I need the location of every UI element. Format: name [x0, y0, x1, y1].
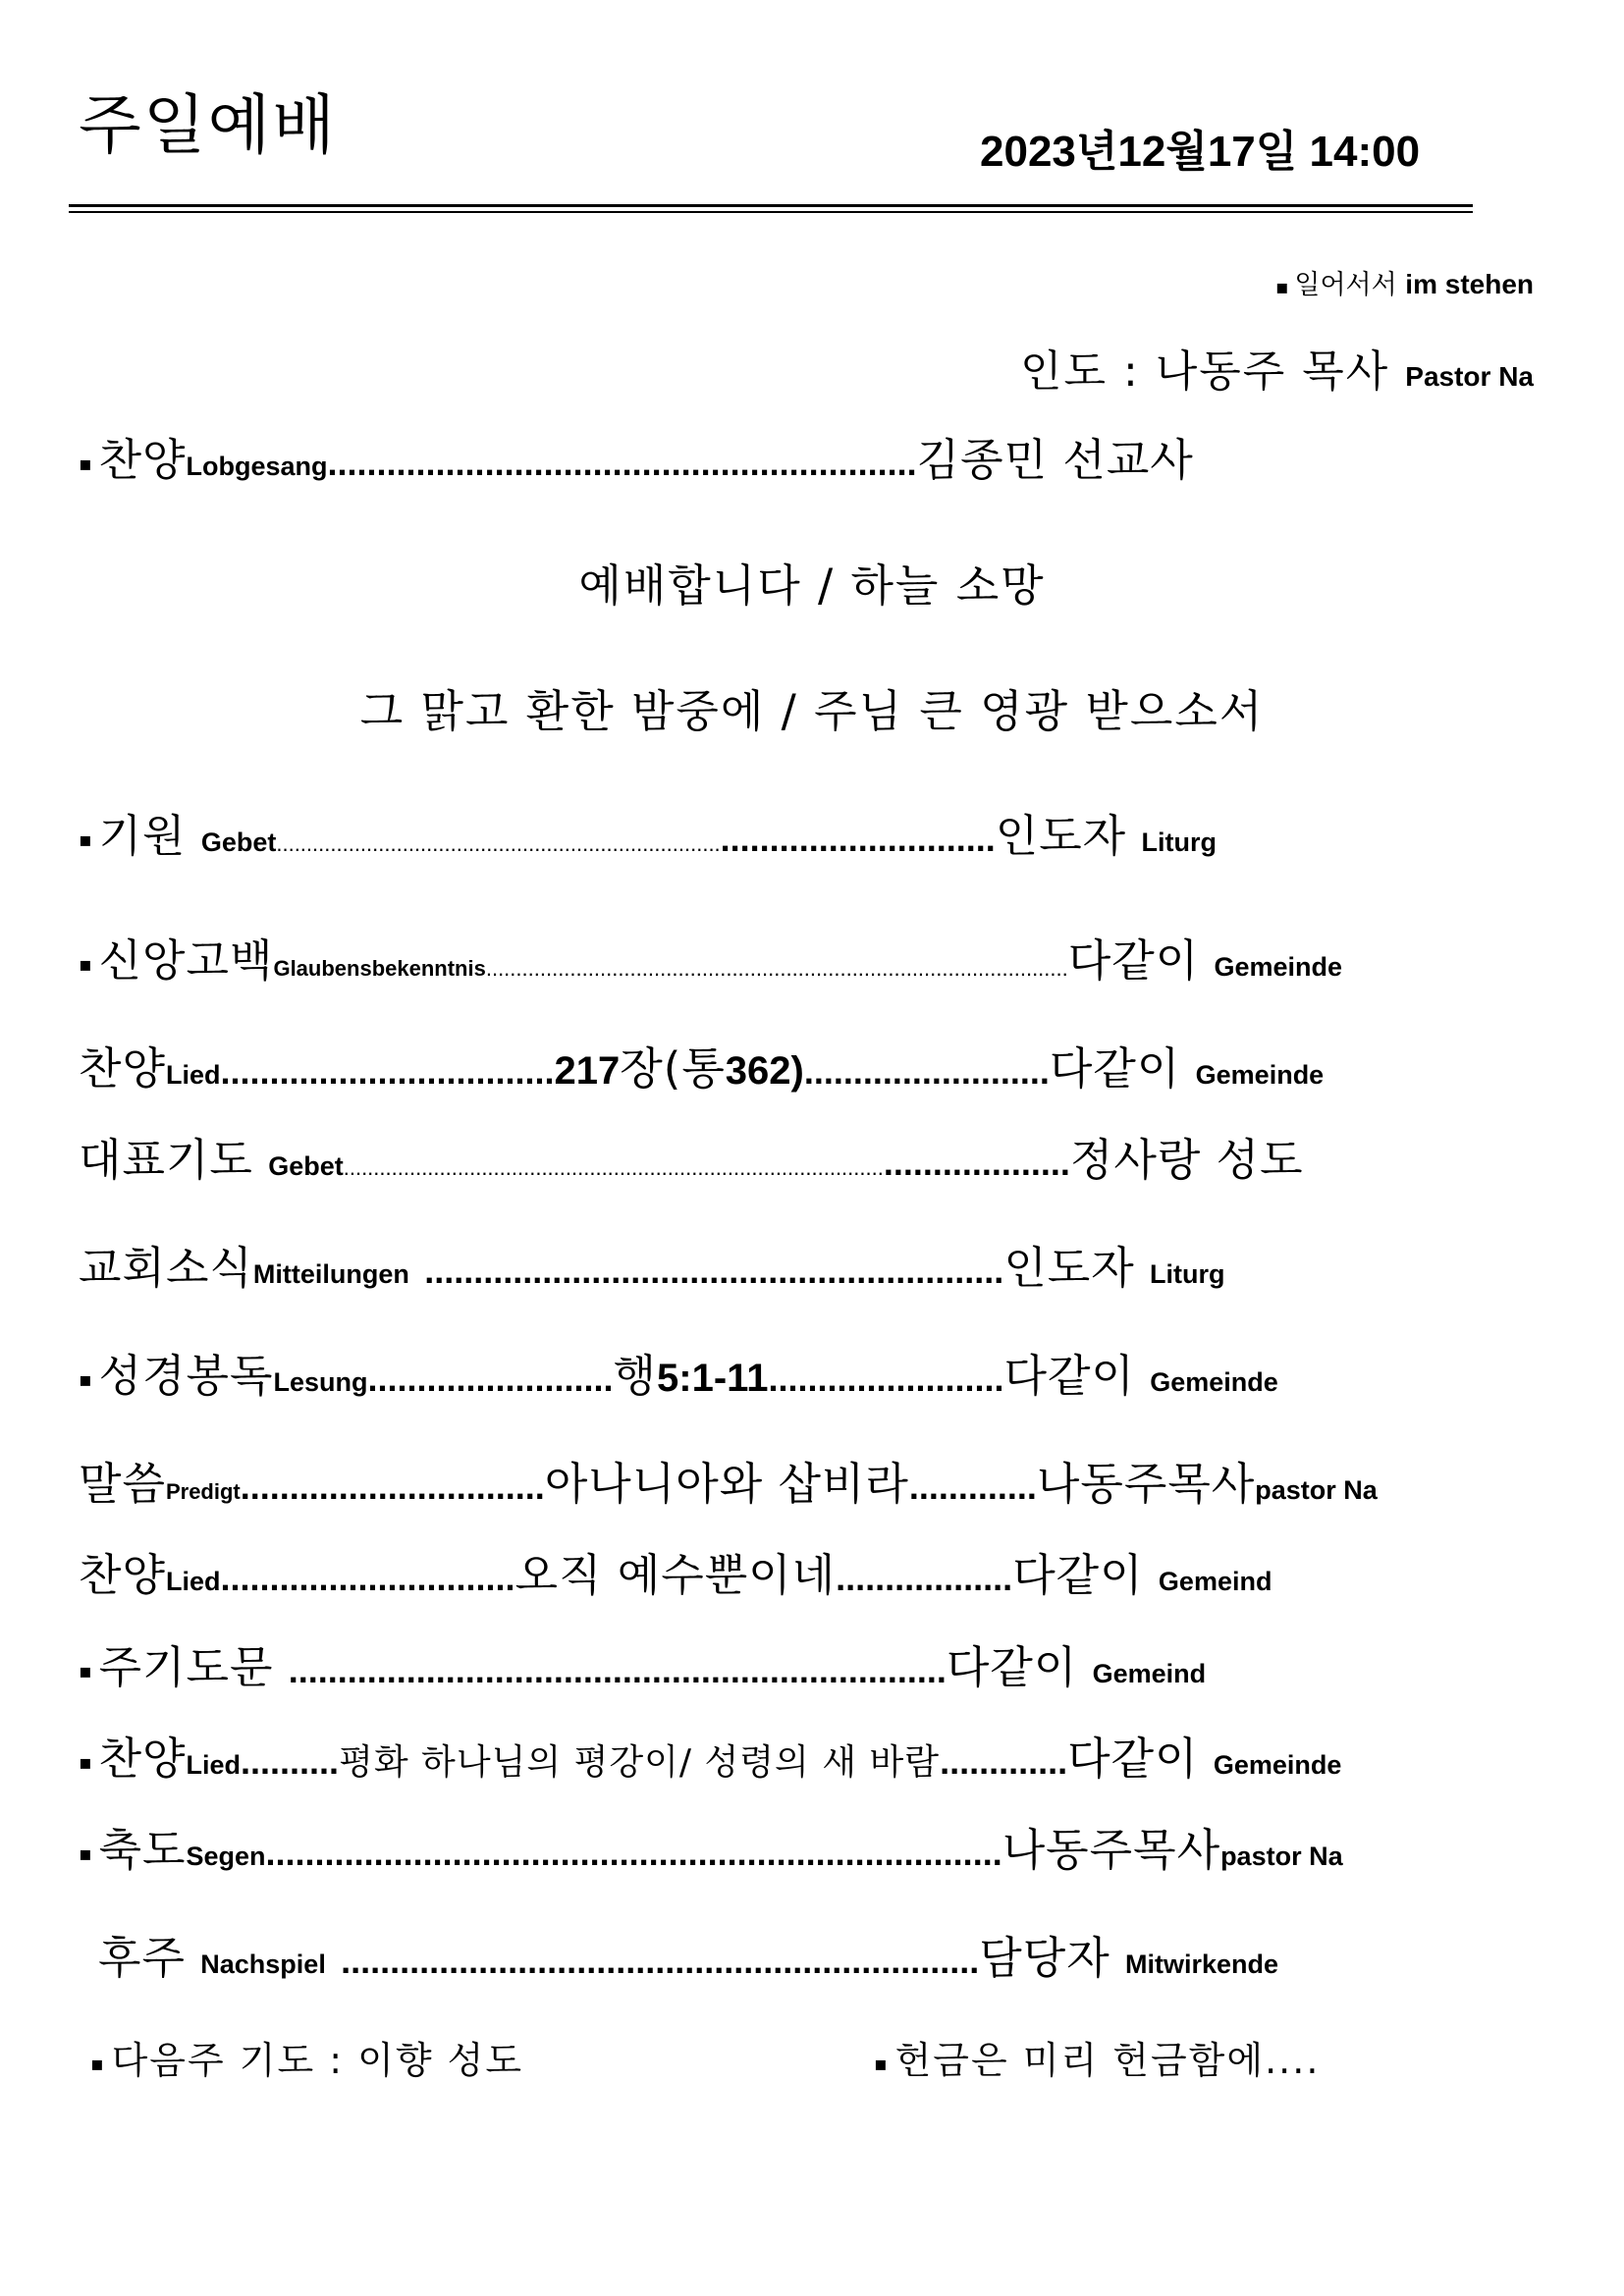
prayer-row: 대표기도 Gebet.............................................................................................................정사랑 성도 [79, 1134, 1304, 1186]
hymn-1-row: 찬양Lied..................................217장(통362).........................다같이 Gemeinde [79, 1042, 1325, 1095]
hymn-2-row: 찬양Lied..............................오직 예수뿐이네..................다같이 Gemeind [79, 1549, 1272, 1601]
benediction-row: ▪ 축도Segen...........................................................................나동주목사pastor Na [79, 1824, 1343, 1876]
bullet-icon: ▪ [79, 1842, 93, 1865]
bullet-icon: ▪ [1274, 274, 1289, 298]
creed-row: ▪ 신앙고백Glaubensbekenntnis.................................................................................................다같이 Gemeinde [79, 934, 1343, 987]
bullet-icon: ▪ [79, 1659, 93, 1682]
news-row: 교회소식Mitteilungen ...........................................................인도자 Liturg [79, 1242, 1225, 1294]
service-date: 2023년12월17일 14:00 [980, 128, 1421, 176]
reading-row: ▪ 성경봉독Lesung.........................행5:1-11........................다같이 Gemeinde [79, 1350, 1278, 1402]
page-title: 주일예배 [79, 87, 338, 163]
lords-prayer-row: ▪ 주기도문 ...................................................................다같이 Gemeind [79, 1641, 1207, 1693]
offering-note: ▪ 헌금은 미리 헌금함에.... [874, 2039, 1321, 2082]
service-leader: 인도 : 나동주 목사 Pastor Na [1019, 347, 1534, 397]
bullet-icon: ▪ [79, 952, 93, 976]
song-line-2: 그 맑고 환한 밤중에 / 주님 큰 영광 받으소서 [359, 685, 1265, 737]
stand-note: ▪ 일어서서 im stehen [1274, 269, 1534, 300]
bullet-icon: ▪ [79, 452, 93, 475]
header-rule-bottom [69, 211, 1473, 213]
opening-hymn-row: ▪ 찬양Lobgesang............................................................김종민 선교사 [79, 434, 1194, 486]
bullet-icon: ▪ [79, 1750, 93, 1774]
bullet-icon: ▪ [79, 1367, 93, 1391]
bullet-icon: ▪ [90, 2051, 106, 2075]
next-prayer-note: ▪ 다음주 기도 : 이향 성도 [90, 2039, 524, 2082]
bullet-icon: ▪ [79, 828, 93, 851]
bullet-icon: ▪ [874, 2051, 890, 2075]
invocation-row: ▪ 기원 Gebet......................................................................................................인도자 Liturg [79, 810, 1217, 862]
postlude-row: 후주 Nachspiel .................................................................담당자 Mitwirkende [98, 1932, 1279, 1984]
song-line-1: 예배합니다 / 하늘 소망 [578, 560, 1046, 612]
sermon-row: 말씀Predigt...............................아나니아와 삽비라.............나동주목사pastor Na [79, 1458, 1378, 1510]
header-rule-top [69, 204, 1473, 207]
hymn-3-row: ▪ 찬양Lied..........평화 하나님의 평강이/ 성령의 새 바람.............다같이 Gemeinde [79, 1733, 1342, 1785]
